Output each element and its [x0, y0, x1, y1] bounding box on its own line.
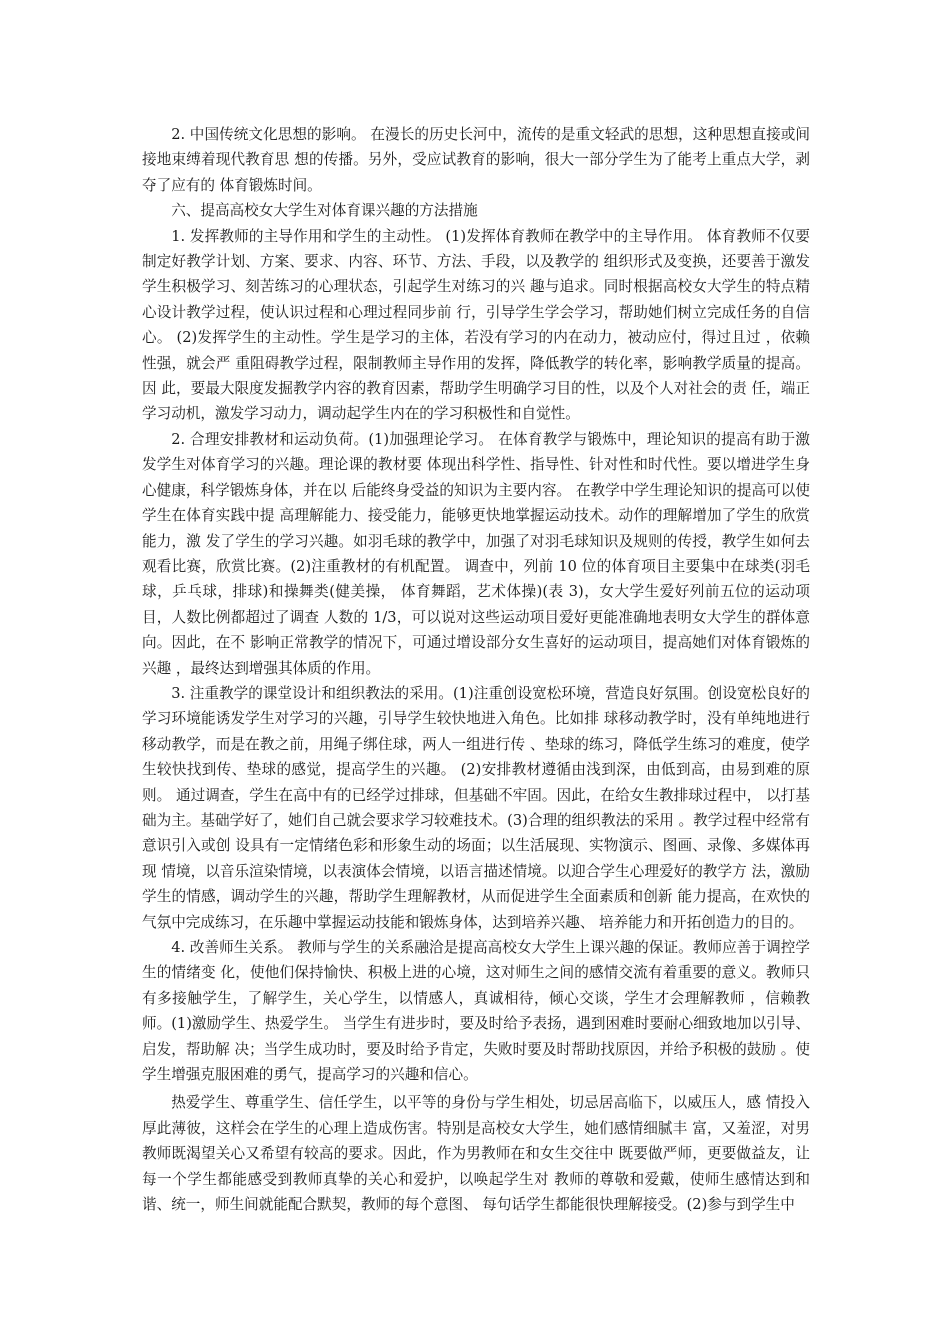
- document-page: [142, 122, 810, 1217]
- paragraph-classroom-design: 3. 注重教学的课堂设计和组织教法的采用。(1)注重创设宽松环境，营造良好氛围。创设宽松良好的学习环境能诱发学生对学习的兴趣，引导学生较快地进入角色。比如排 球移动教学时，没有单纯地进行移动教学，而是在教之前，用绳子绑住球，两人一组进行传 、垫球的练习，降低学生练习的难度，使学生较快找到传、垫球的感觉，提高学生的兴趣。 (2)安排教材遵循由浅到深，由低到高，由易到难的原则。 通过调查，学生在高中有的已经学过排球，但基础不牢固。因此，在给女生教排球过程中， 以打基础为主。基础学好了，她们自己就会要求学习较难技术。(3)合理的组织教法的采用 。教学过程中经常有意识引入或创 设具有一定情绪色彩和形象生动的场面；以生活展现、实物演示、图画、录像、多媒体再现 情境，以音乐渲染情境，以表演体会情境，以语言描述情境。以迎合学生心理爱好的教学方 法，激励学生的情感，调动学生的兴趣，帮助学生理解教材，从而促进学生全面素质和创新 能力提高，在欢快的气氛中完成练习，在乐趣中掌握运动技能和锻炼身体，达到培养兴趣、 培养能力和开拓创造力的目的。: [142, 684, 810, 931]
- paragraph-teacher-leading-role: 1. 发挥教师的主导作用和学生的主动性。 (1)发挥体育教师在教学中的主导作用。 体育教师不仅要制定好教学计划、方案、要求、内容、环节、方法、手段，以及教学的 组织形式及变换，还要善于激发学生积极学习、刻苦练习的心理状态，引起学生对练习的兴 趣与追求。同时根据高校女大学生的特点精心设计教学过程，使认识过程和心理过程同步前 行，引导学生学会学习，帮助她们树立完成任务的自信心。 (2)发挥学生的主动性。学生是学习的主体，若没有学习的内在动力，被动应付，得过且过 ，依赖性强，就会严 重阻碍教学过程，限制教师主导作用的发挥，降低教学的转化率，影响教学质量的提高。因 此，要最大限度发掘教学内容的教育因素，帮助学生明确学习目的性，以及个人对社会的责 任，端正学习动机，激发学习动力，调动起学生内在的学习积极性和自觉性。: [142, 227, 810, 423]
- paragraph-love-students: 热爱学生、尊重学生、信任学生，以平等的身份与学生相处，切忌居高临下，以威压人，感 情投入厚此薄彼，这样会在学生的心理上造成伤害。特别是高校女大学生，她们感情细腻丰 富，又羞涩，对男教师既渴望关心又希望有较高的要求。因此，作为男教师在和女生交往中 既要做严师，更要做益友，让每一个学生都能感受到教师真挚的关心和爱护，以唤起学生对 教师的尊敬和爱戴，使师生感情达到和谐、统一，师生间就能配合默契，教师的每个意图、 每句话学生都能很快理解接受。(2)参与到学生中: [142, 1094, 810, 1214]
- section-heading-six: 六、提高高校女大学生对体育课兴趣的方法措施: [171, 202, 478, 220]
- paragraph-teaching-materials: 2. 合理安排教材和运动负荷。(1)加强理论学习。 在体育教学与锻炼中，理论知识的提高有助于激发学生对体育学习的兴趣。理论课的教材要 体现出科学性、指导性、针对性和时代性。要以增进学生身心健康，科学锻炼身体，并在以 后能终身受益的知识为主要内容。 在教学中学生理论知识的提高可以使学生在体育实践中提 高理解能力、接受能力，能够更快地掌握运动技术。动作的理解增加了学生的欣赏能力，激 发了学生的学习兴趣。如羽毛球的教学中，加强了对羽毛球知识及规则的传授，教学生如何去 观看比赛，欣赏比赛。(2)注重教材的有机配置。 调查中，列前 10 位的体育项目主要集中在球类(羽毛球，乒乓球，排球)和操舞类(健美操， 体育舞蹈，艺术体操)(表 3)，女大学生爱好列前五位的运动项目，人数比例都超过了调查 人数的 1/3，可以说对这些运动项目爱好更能准确地表明女大学生的群体意向。因此，在不 影响正常教学的情况下，可通过增设部分女生喜好的运动项目，提高她们对体育锻炼的兴趣 ，最终达到增强其体质的作用。: [142, 430, 810, 677]
- paragraph-traditional-culture: 2. 中国传统文化思想的影响。 在漫长的历史长河中，流传的是重文轻武的思想，这种思想直接或间接地束缚着现代教育思 想的传播。另外，受应试教育的影响，很大一部分学生为了能考上重点大学，剥夺了应有的 体育锻炼时间。: [142, 126, 810, 194]
- paragraph-teacher-student-relation: 4. 改善师生关系。 教师与学生的关系融洽是提高高校女大学生上课兴趣的保证。教师应善于调控学生的情绪变 化，使他们保持愉快、积极上进的心境，这对师生之间的感情交流有着重要的意义。教师只 有多接触学生，了解学生，关心学生，以情感人，真诚相待，倾心交谈，学生才会理解教师 ，信赖教师。(1)激励学生、热爱学生。 当学生有进步时，要及时给予表扬，遇到困难时要耐心细致地加以引导、启发，帮助解 决；当学生成功时，要及时给予肯定，失败时要及时帮助找原因，并给予积极的鼓励 。使学生增强克服困难的勇气，提高学习的兴趣和信心。: [142, 939, 810, 1084]
